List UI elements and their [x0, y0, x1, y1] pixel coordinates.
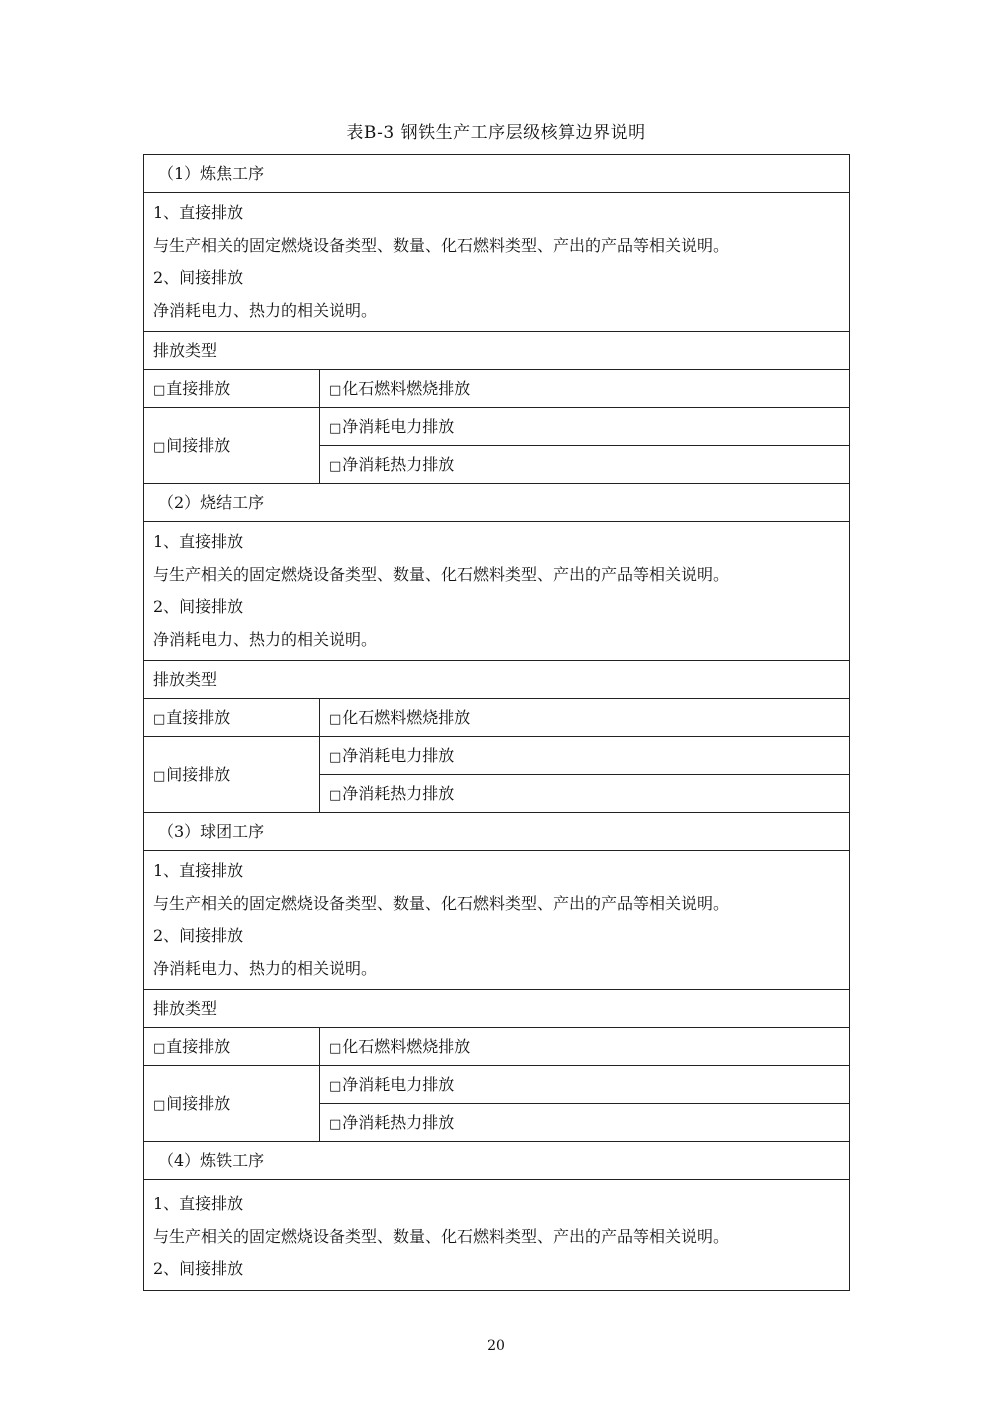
direct-emission-row: [144, 699, 850, 737]
checkbox-icon[interactable]: □: [329, 749, 342, 765]
direct-option-cell[interactable]: [320, 370, 850, 408]
indirect-emission-cell[interactable]: [144, 737, 320, 813]
direct-option-cell[interactable]: [320, 1028, 850, 1066]
direct-option-cell[interactable]: [320, 699, 850, 737]
description-line: 1、直接排放: [153, 532, 244, 551]
fuel-combustion-option-label: 化石燃料燃烧排放: [342, 378, 471, 398]
description-line: 净消耗电力、热力的相关说明。: [153, 629, 378, 649]
indirect-emission-row: [144, 408, 850, 446]
indirect-option-cell[interactable]: [320, 1066, 850, 1104]
checkbox-icon[interactable]: □: [329, 420, 342, 436]
section-heading: （4）炼铁工序: [144, 1142, 850, 1180]
heat-option-label: 净消耗热力排放: [342, 454, 455, 474]
indirect-option-cell[interactable]: [320, 775, 850, 813]
description-line: 2、间接排放: [153, 926, 244, 945]
description-line: 1、直接排放: [153, 203, 244, 222]
section-heading-row: [144, 1142, 850, 1180]
checkbox-icon[interactable]: □: [329, 711, 342, 727]
checkbox-icon[interactable]: □: [329, 458, 342, 474]
description-line: 净消耗电力、热力的相关说明。: [153, 300, 378, 320]
table-title: 表B-3 钢铁生产工序层级核算边界说明: [346, 123, 646, 143]
checkbox-icon[interactable]: □: [153, 1097, 166, 1113]
emission-type-row: [144, 990, 850, 1028]
direct-emission-label: 直接排放: [166, 378, 231, 398]
direct-emission-row: [144, 1028, 850, 1066]
indirect-option-cell[interactable]: [320, 737, 850, 775]
fuel-combustion-option-label: 化石燃料燃烧排放: [342, 707, 471, 727]
indirect-option-cell[interactable]: [320, 446, 850, 484]
section-heading-row: [144, 155, 850, 193]
description-line: 与生产相关的固定燃烧设备类型、数量、化石燃料类型、产出的产品等相关说明。: [153, 1226, 730, 1246]
direct-emission-cell[interactable]: [144, 370, 320, 408]
checkbox-icon[interactable]: □: [329, 1040, 342, 1056]
boundary-table: [143, 154, 850, 1291]
checkbox-icon[interactable]: □: [329, 1078, 342, 1094]
checkbox-icon[interactable]: □: [153, 711, 166, 727]
section-description: [144, 1180, 850, 1291]
section-heading: （2）烧结工序: [144, 484, 850, 522]
section-description: [144, 193, 850, 332]
section-heading: （1）炼焦工序: [144, 155, 850, 193]
electricity-option-label: 净消耗电力排放: [342, 745, 455, 765]
checkbox-icon[interactable]: □: [153, 439, 166, 455]
indirect-option-cell[interactable]: [320, 408, 850, 446]
section-description-row: [144, 1180, 850, 1291]
section-heading-row: [144, 813, 850, 851]
indirect-emission-cell[interactable]: [144, 1066, 320, 1142]
fuel-combustion-option-label: 化石燃料燃烧排放: [342, 1036, 471, 1056]
description-line: 与生产相关的固定燃烧设备类型、数量、化石燃料类型、产出的产品等相关说明。: [153, 893, 730, 913]
direct-emission-cell[interactable]: [144, 699, 320, 737]
heat-option-label: 净消耗热力排放: [342, 1112, 455, 1132]
section-description-row: [144, 522, 850, 661]
description-line: 2、间接排放: [153, 1259, 244, 1278]
indirect-emission-row: [144, 737, 850, 775]
section-description: [144, 851, 850, 990]
emission-type-row: [144, 661, 850, 699]
section-description-row: [144, 851, 850, 990]
description-line: 净消耗电力、热力的相关说明。: [153, 958, 378, 978]
indirect-emission-label: 间接排放: [166, 1093, 231, 1113]
section-heading-row: [144, 484, 850, 522]
heat-option-label: 净消耗热力排放: [342, 783, 455, 803]
electricity-option-label: 净消耗电力排放: [342, 416, 455, 436]
emission-type-row: [144, 332, 850, 370]
emission-type-label: 排放类型: [144, 332, 850, 370]
page-number: 20: [487, 1338, 505, 1354]
electricity-option-label: 净消耗电力排放: [342, 1074, 455, 1094]
checkbox-icon[interactable]: □: [329, 1116, 342, 1132]
direct-emission-row: [144, 370, 850, 408]
direct-emission-cell[interactable]: [144, 1028, 320, 1066]
section-description: [144, 522, 850, 661]
section-heading: （3）球团工序: [144, 813, 850, 851]
section-description-row: [144, 193, 850, 332]
description-line: 与生产相关的固定燃烧设备类型、数量、化石燃料类型、产出的产品等相关说明。: [153, 564, 730, 584]
description-line: 与生产相关的固定燃烧设备类型、数量、化石燃料类型、产出的产品等相关说明。: [153, 235, 730, 255]
direct-emission-label: 直接排放: [166, 707, 231, 727]
checkbox-icon[interactable]: □: [153, 1040, 166, 1056]
direct-emission-label: 直接排放: [166, 1036, 231, 1056]
checkbox-icon[interactable]: □: [329, 787, 342, 803]
indirect-option-cell[interactable]: [320, 1104, 850, 1142]
checkbox-icon[interactable]: □: [329, 382, 342, 398]
emission-type-label: 排放类型: [144, 990, 850, 1028]
description-line: 2、间接排放: [153, 268, 244, 287]
description-line: 1、直接排放: [153, 861, 244, 880]
checkbox-icon[interactable]: □: [153, 768, 166, 784]
description-line: 1、直接排放: [153, 1194, 244, 1213]
indirect-emission-label: 间接排放: [166, 764, 231, 784]
checkbox-icon[interactable]: □: [153, 382, 166, 398]
indirect-emission-row: [144, 1066, 850, 1104]
indirect-emission-cell[interactable]: [144, 408, 320, 484]
indirect-emission-label: 间接排放: [166, 435, 231, 455]
emission-type-label: 排放类型: [144, 661, 850, 699]
description-line: 2、间接排放: [153, 597, 244, 616]
